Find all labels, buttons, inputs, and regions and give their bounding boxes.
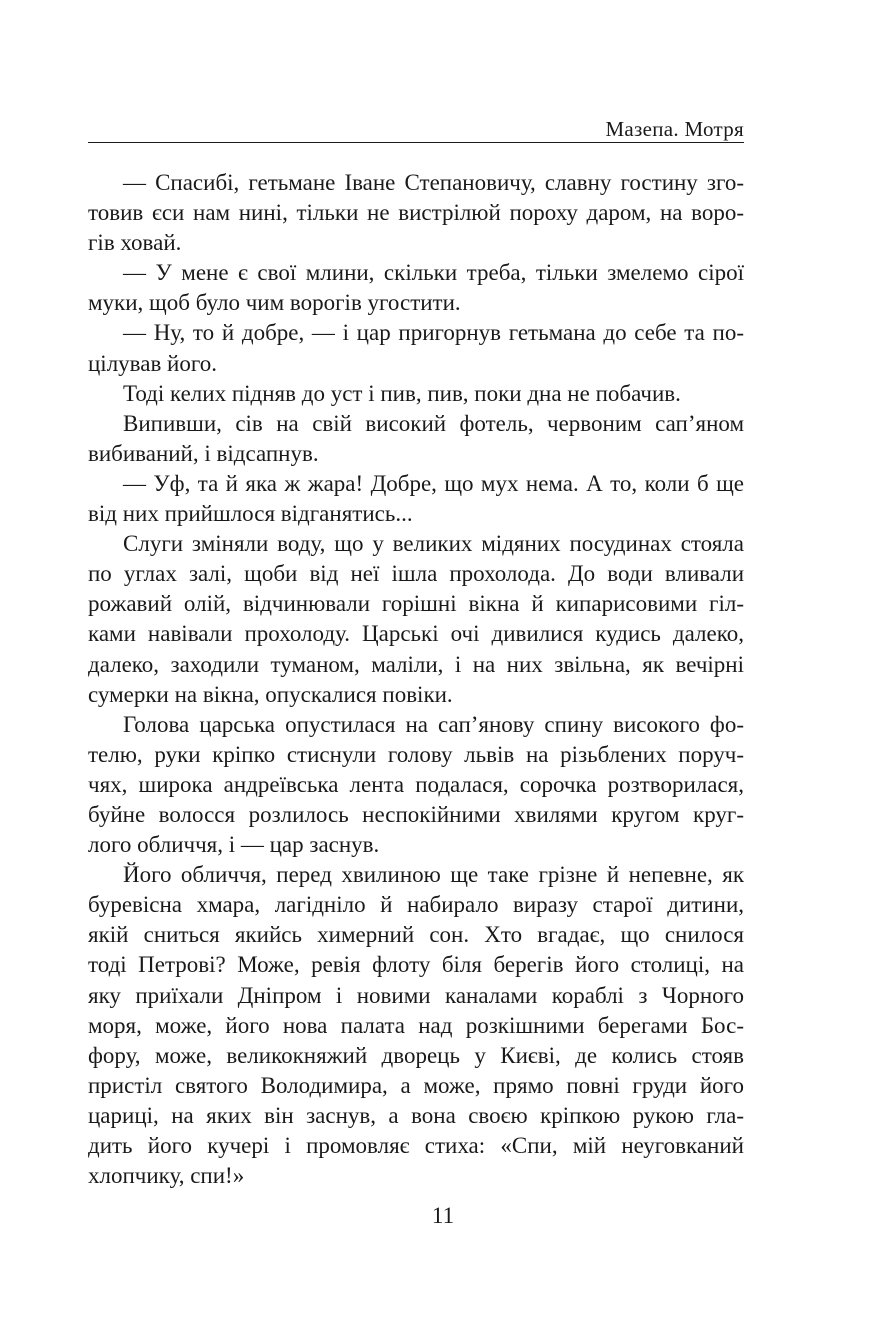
text-line: пристіл святого Володимира, а може, прямо повні груди його bbox=[88, 1072, 744, 1098]
text-line: рожавий олій, відчинювали горішні вікна й кипарисовими гіл- bbox=[88, 591, 744, 617]
text-line: буйне волосся розлилось неспокійними хвилями кругом круг- bbox=[88, 801, 744, 827]
text-line: цариці, на яких він заснув, а вона своєю кріпкою рукою гла- bbox=[88, 1102, 744, 1128]
text-line: фору, може, великокняжий дворець у Києві, де колись стояв bbox=[88, 1042, 744, 1068]
text-line: сумерки на вікна, опускалися повіки. bbox=[88, 681, 453, 707]
page-number: 11 bbox=[431, 1203, 455, 1228]
text-line: Тоді келих підняв до уст і пив, пив, поки дна не побачив. bbox=[123, 380, 681, 406]
text-line: далеко, заходили туманом, маліли, і на них звільна, як вечірні bbox=[88, 651, 744, 677]
text-line: — Уф, та й яка ж жара! Добре, що мух нема. А то, коли б ще bbox=[123, 470, 744, 496]
body-text bbox=[88, 168, 744, 1191]
text-line: моря, може, його нова палата над розкішними берегами Бос- bbox=[88, 1012, 744, 1038]
running-head-title: Мазепа. Мотря bbox=[605, 117, 744, 141]
text-line: якій сниться якийсь химерний сон. Хто вгадає, що снилося bbox=[88, 922, 744, 948]
text-line: — Спасибі, гетьмане Іване Степановичу, славну гостину зго- bbox=[123, 170, 744, 195]
text-line: цілував його. bbox=[88, 350, 217, 376]
text-line: тоді Петрові? Може, ревія флоту біля берегів його столиці, на bbox=[88, 952, 744, 978]
text-line: ками навівали прохолоду. Царські очі дивилися кудись далеко, bbox=[88, 621, 744, 647]
text-line: від них прийшлося відганятись... bbox=[88, 501, 413, 527]
text-line: Голова царська опустилася на сап’янову спину високого фо- bbox=[123, 711, 744, 737]
text-line: гів ховай. bbox=[88, 230, 182, 256]
running-head bbox=[88, 117, 744, 143]
text-line: — У мене є свої млини, скільки треба, тільки змелемо сірої bbox=[123, 260, 744, 286]
text-line: — Ну, то й добре, — і цар пригорнув гетьмана до себе та по- bbox=[123, 320, 744, 346]
text-line: чях, широка андреївська лента подалася, сорочка розтворилася, bbox=[88, 771, 744, 797]
text-line: муки, щоб було чим ворогів угостити. bbox=[88, 290, 461, 316]
text-line: хлопчику, спи!» bbox=[88, 1163, 245, 1189]
text-line: Слуги зміняли воду, що у великих мідяних посудинах стояла bbox=[123, 531, 744, 557]
text-line: лого обличчя, і — цар заснув. bbox=[88, 832, 380, 858]
text-line: Його обличчя, перед хвилиною ще таке грізне й непевне, як bbox=[123, 862, 744, 888]
text-line: буревісна хмара, лагідніло й набирало виразу старої дитини, bbox=[88, 892, 744, 918]
text-line: Випивши, сів на свій високий фотель, червоним сап’яном bbox=[123, 410, 744, 436]
text-line: по углах залі, щоби від неї ішла прохолода. До води вливали bbox=[88, 561, 744, 587]
text-line: яку приїхали Дніпром і новими каналами кораблі з Чорного bbox=[88, 982, 744, 1008]
text-line: товив єси нам нині, тільки не вистрілюй пороху даром, на воро- bbox=[88, 200, 744, 226]
text-line: вибиваний, і відсапнув. bbox=[88, 440, 319, 466]
text-line: телю, руки кріпко стиснули голову львів на різьблених поруч- bbox=[88, 741, 744, 767]
text-line: дить його кучері і промовляє стиха: «Спи, мій неуговканий bbox=[88, 1133, 744, 1158]
